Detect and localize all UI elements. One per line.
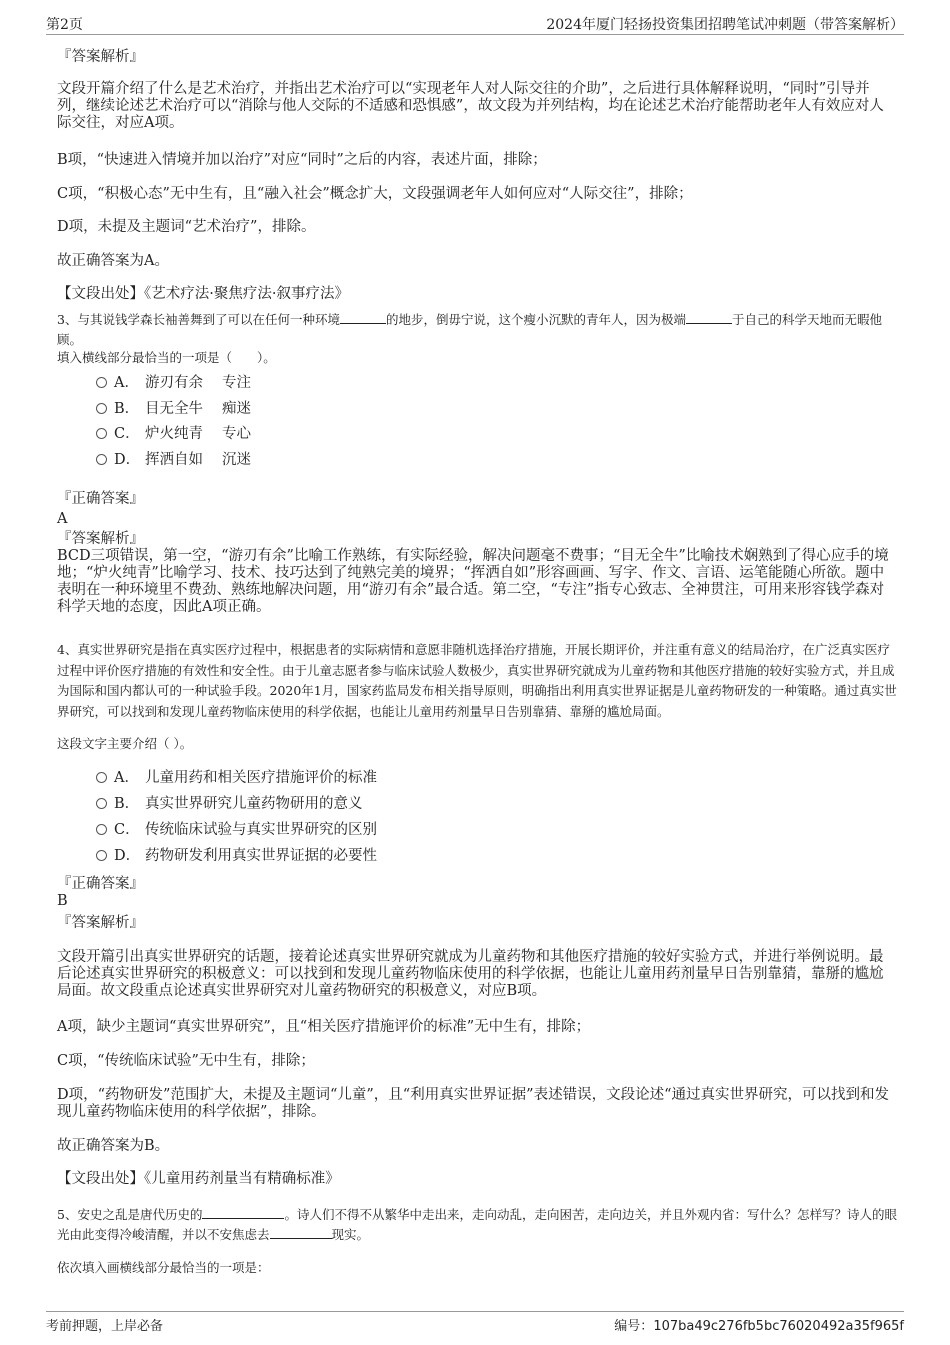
q2-explain-option-d: D项，未提及主题词“艺术治疗”，排除。: [57, 219, 316, 235]
q3-option-c[interactable]: C． 炉火纯青 专心: [96, 425, 251, 443]
q5-stem: 5、安史之乱是唐代历史的 。诗人们不得不从繁华中走出来，走向动乱，走向困苦，走向边关，并且外观内省：写什么？怎样写？诗人的眼光由此变得冷峻清醒，并以不安焦虑去 现实。: [57, 1207, 897, 1242]
q4-answer: 故正确答案为B。: [57, 1138, 170, 1154]
q4-option-d[interactable]: D． 药物研发利用真实世界证据的必要性: [96, 847, 377, 865]
q4-option-b[interactable]: B． 真实世界研究儿童药物研用的意义: [96, 795, 363, 813]
radio-icon[interactable]: [96, 377, 107, 388]
q2-source: 【文段出处】《艺术疗法·聚焦疗法·叙事疗法》: [57, 286, 349, 302]
q4-explain-option-d: D项，“药物研发”范围扩大，未提及主题词“儿童”，且“利用真实世界证据”表述错误，文段论述“通过真实世界研究，可以找到和发现儿童药物临床使用的科学依据”，排除。: [57, 1087, 890, 1120]
q2-explain-option-b: B项，“快速进入情境并加以治疗”对应“同时”之后的内容，表述片面，排除；: [57, 152, 547, 168]
radio-icon[interactable]: [96, 403, 107, 414]
q4-source: 【文段出处】《儿童用药剂量当有精确标准》: [57, 1171, 340, 1187]
radio-icon[interactable]: [96, 428, 107, 439]
radio-icon[interactable]: [96, 772, 107, 783]
q4-explain-label: 『答案解析』: [57, 915, 144, 931]
page-footer: [46, 1311, 904, 1334]
q5-blank-2: [270, 1225, 332, 1239]
q5-prompt: 依次填入画横线部分最恰当的一项是：: [57, 1260, 270, 1275]
q2-explain-option-c: C项，“积极心态”无中生有，且“融入社会”概念扩大，文段强调老年人如何应对“人际交往”，排除；: [57, 186, 693, 202]
q2-answer: 故正确答案为A。: [57, 253, 169, 269]
q4-option-a[interactable]: A． 儿童用药和相关医疗措施评价的标准: [96, 769, 377, 787]
q2-explain-label: 『答案解析』: [57, 49, 144, 65]
q4-stem: 4、真实世界研究是指在真实医疗过程中，根据患者的实际病情和意愿非随机选择治疗措施，开展长期评价，并注重有意义的结局治疗，在广泛真实医疗过程中评价医疗措施的有效性和安全性。由于儿童志愿者参与临床试验人数极少，真实世界研究就成为儿童药物和其他医疗措施的较好实验方式，并且成为国际和国内都认可的一种试验手段。2020年1月，国家药监局发布相关指导原则，明确指出利用真实世界证据是儿童药物研发的一种策略。通过真实世界研究，可以找到和发现儿童药物临床使用的科学依据，也能让儿童用药剂量早日告别靠猜、靠掰的尴尬局面。: [57, 642, 897, 719]
q4-correct-label: 『正确答案』: [57, 876, 144, 892]
q4-correct-answer: B: [57, 893, 68, 909]
q3-option-d[interactable]: D． 挥洒自如 沉迷: [96, 451, 251, 469]
footer-code: 编号：107ba49c276fb5bc76020492a35f965f: [614, 1319, 904, 1334]
q3-blank-1: [340, 310, 386, 324]
q4-explain-option-c: C项，“传统临床试验”无中生有，排除；: [57, 1053, 315, 1069]
q3-stem: 3、与其说钱学森长袖善舞到了可以在任何一种环境 的地步，倒毋宁说，这个瘦小沉默的青年人，因为极端 于自己的科学天地而无暇他顾。: [57, 312, 882, 347]
radio-icon[interactable]: [96, 798, 107, 809]
q4-explain-option-a: A项，缺少主题词“真实世界研究”，且“相关医疗措施评价的标准”无中生有，排除；: [57, 1019, 591, 1035]
radio-icon[interactable]: [96, 824, 107, 835]
radio-icon[interactable]: [96, 454, 107, 465]
q3-correct-label: 『正确答案』: [57, 491, 144, 507]
q3-option-b[interactable]: B． 目无全牛 痴迷: [96, 400, 251, 418]
q3-explain-label: 『答案解析』: [57, 531, 144, 547]
footer-slogan: 考前押题，上岸必备: [46, 1319, 164, 1334]
q4-prompt: 这段文字主要介绍（ ）。: [57, 736, 193, 751]
q5-blank-1: [202, 1205, 284, 1219]
q3-explain: BCD三项错误，第一空，“游刃有余”比喻工作熟练，有实际经验，解决问题毫不费事；“目无全牛”比喻技术娴熟到了得心应手的境地；“炉火纯青”比喻学习、技术、技巧达到了纯熟完美的境界；“挥洒自如”形容画画、写字、作文、言语、运笔能随心所欲。题中表明在一种环境里不费劲、熟练地解决问题，用“游刃有余”最合适。第二空，“专注”指专心致志、全神贯注，可用来形容钱学森对科学天地的态度，因此A项正确。: [57, 548, 889, 615]
page-number: 第2页: [46, 17, 83, 33]
q3-prompt: 填入横线部分最恰当的一项是（ ）。: [57, 350, 276, 365]
q4-option-c[interactable]: C． 传统临床试验与真实世界研究的区别: [96, 821, 377, 839]
page-header: [46, 14, 904, 35]
q3-option-a[interactable]: A． 游刃有余 专注: [96, 374, 251, 392]
q4-explain-paragraph: 文段开篇引出真实世界研究的话题，接着论述真实世界研究就成为儿童药物和其他医疗措施的较好实验方式，并进行举例说明。最后论述真实世界研究的积极意义：可以找到和发现儿童药物临床使用的科学依据，也能让儿童用药剂量早日告别靠猜，靠掰的尴尬局面。故文段重点论述真实世界研究对儿童药物研究的积极意义，对应B项。: [57, 949, 884, 999]
radio-icon[interactable]: [96, 850, 107, 861]
document-title: 2024年厦门轻扬投资集团招聘笔试冲刺题（带答案解析）: [546, 17, 904, 33]
q2-explain-paragraph: 文段开篇介绍了什么是艺术治疗，并指出艺术治疗可以“实现老年人对人际交往的介助”，之后进行具体解释说明，“同时”引导并列，继续论述艺术治疗可以“消除与他人交际的不适感和恐惧感”，故文段为并列结构，均在论述艺术治疗能帮助老年人有效应对人际交往，对应A项。: [57, 81, 884, 131]
q3-correct-answer: A: [57, 511, 68, 527]
q3-blank-2: [686, 310, 732, 324]
